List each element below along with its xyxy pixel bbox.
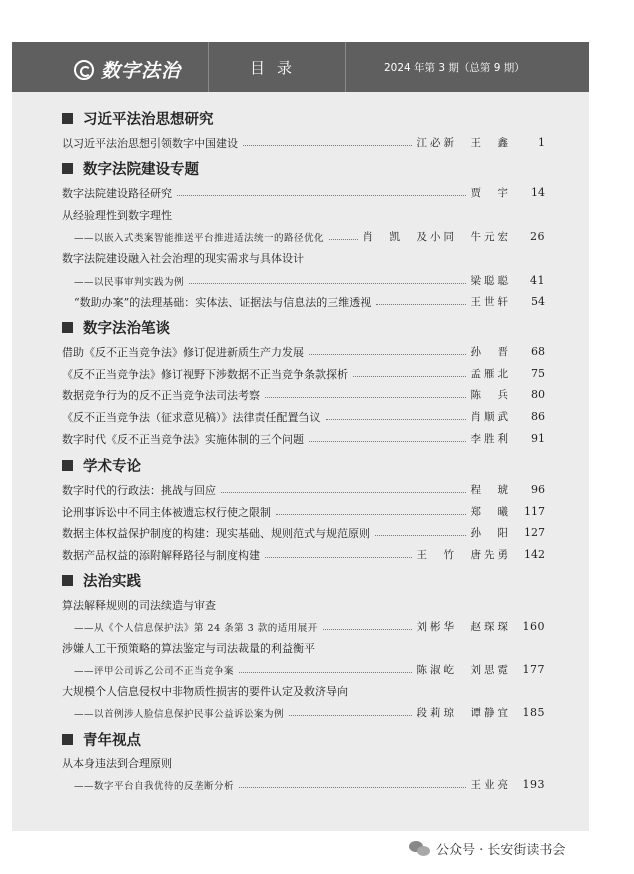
entry-subtitle: ——数字平台自我优待的反垄断分析 [74,780,235,792]
section-title: 数字法院建设专题 [83,162,199,178]
entry-author: 程 琥 [470,484,511,496]
entry-page: 1 [538,136,545,149]
toc-entry[interactable] [62,546,545,563]
entry-page: 41 [530,274,545,287]
section-title: 青年视点 [83,733,141,749]
issue-info: 2024 年第 3 期（总第 9 期） [384,62,525,74]
toc-entry[interactable] [62,343,545,360]
entry-author: 郑 曦 [470,506,511,518]
square-bullet-icon [62,460,73,471]
section-heading [62,570,141,591]
entry-author: 贾 宇 [470,187,511,199]
section-title: 学术专论 [83,459,141,475]
entry-title: 数字时代《反不正当竞争法》实施体制的三个问题 [62,432,304,446]
entry-title[interactable]: 大规模个人信息侵权中非物质性损害的要件认定及救济导向 [62,685,348,698]
toc-entry[interactable] [62,386,545,403]
leader-dots [323,629,412,630]
leader-dots [189,283,465,284]
leader-dots [289,715,411,716]
leader-dots [353,376,466,377]
leader-dots [221,492,466,493]
logo-text: 数字法治 [101,60,182,82]
entry-subtitle: ——以首例涉人脸信息保护民事公益诉讼案为例 [74,708,285,720]
entry-title[interactable]: 算法解释规则的司法续造与审查 [62,599,216,612]
leader-dots [376,304,465,305]
toc-entry[interactable] [62,524,545,541]
leader-dots [239,787,465,788]
square-bullet-icon [62,113,73,124]
leader-dots [239,672,411,673]
entry-page: 185 [522,706,545,719]
leader-dots [326,419,466,420]
entry-author: 王 竹 唐先勇 [416,549,511,561]
section-title: 数字法治笔谈 [83,321,170,337]
square-bullet-icon [62,163,73,174]
section-heading [62,729,141,750]
entry-author: 孟雁北 [470,368,511,380]
entry-title: 以习近平法治思想引领数字中国建设 [62,136,238,150]
leader-dots [276,514,466,515]
toc-entry[interactable] [74,272,545,289]
section-heading [62,158,199,179]
entry-page: 177 [522,663,545,676]
entry-page: 142 [524,548,545,561]
entry-subtitle: ——以嵌入式类案智能推送平台推进适法统一的路径优化 [74,232,325,244]
entry-author: 王世轩 [470,296,511,308]
leader-dots [243,145,412,146]
entry-title: 论刑事诉讼中不同主体被遗忘权行使之限制 [62,505,271,519]
entry-page: 86 [531,410,545,423]
toc-entry[interactable] [74,618,545,635]
header-divider [345,42,346,92]
entry-page: 160 [522,620,545,633]
entry-page: 80 [531,388,545,401]
toc-entry[interactable] [74,293,545,310]
section-heading [62,455,141,476]
entry-page: 75 [531,367,545,380]
entry-title: 数字时代的行政法：挑战与回应 [62,483,216,497]
leader-dots [265,557,412,558]
toc-entry[interactable] [62,430,545,447]
entry-author: 江必新 王 鑫 [416,137,511,149]
entry-author: 王业亮 [470,779,511,791]
entry-page: 14 [531,186,545,199]
square-bullet-icon [62,734,73,745]
toc-entry[interactable] [74,661,545,678]
toc-entry[interactable] [62,503,545,520]
leader-dots [375,535,466,536]
entry-title: 数据主体权益保护制度的构建：现实基础、规则范式与规范原则 [62,526,370,540]
entry-author: 李胜利 [470,433,511,445]
entry-title: 数据竞争行为的反不正当竞争法司法考察 [62,388,260,402]
toc-entry[interactable] [62,365,545,382]
wechat-icon [409,841,431,857]
square-bullet-icon [62,575,73,586]
entry-author: 刘彬华 赵琛琛 [416,621,511,633]
entry-subtitle: ——从《个人信息保护法》第 24 条第 3 款的适用展开 [74,622,318,634]
leader-dots [265,397,466,398]
entry-title: 《反不正当竞争法》修订视野下涉数据不正当竞争条款探析 [62,367,348,381]
entry-page: 127 [524,526,545,539]
entry-author: 梁聪聪 [470,275,511,287]
entry-page: 54 [531,295,545,308]
entry-page: 193 [522,778,545,791]
entry-title[interactable]: 涉嫌人工干预策略的算法鉴定与司法裁量的利益衡平 [62,642,315,655]
entry-title: 数据产品权益的添附解释路径与制度构建 [62,548,260,562]
section-title: 习近平法治思想研究 [83,112,214,128]
entry-title[interactable]: 从经验理性到数字理性 [62,209,172,222]
entry-page: 91 [531,432,545,445]
entry-subtitle: ——评甲公司诉乙公司不正当竞争案 [74,665,235,677]
watermark [409,839,565,858]
toc-entry[interactable] [74,228,545,245]
section-heading [62,317,170,338]
watermark-text: 公众号 · 长安街读书会 [436,843,566,858]
entry-title[interactable]: 数字法院建设融入社会治理的现实需求与具体设计 [62,252,304,265]
section-heading [62,108,214,129]
leader-dots [177,195,466,196]
leader-dots [309,441,466,442]
toc-entry[interactable] [62,481,545,498]
toc-entry[interactable] [74,776,545,793]
entry-author: 孙 晋 [470,346,511,358]
toc-header [12,42,589,92]
entry-title: “数助办案”的法理基础：实体法、证据法与信息法的三维透视 [74,295,372,309]
entry-author: 肖顺武 [470,411,511,423]
entry-author: 陈 兵 [470,389,511,401]
entry-title: 数字法院建设路径研究 [62,186,172,200]
toc-entry[interactable] [74,704,545,721]
entry-subtitle: ——以民事审判实践为例 [74,276,185,288]
logo-icon [74,60,94,80]
entry-page: 26 [530,230,545,243]
journal-logo [74,56,181,83]
leader-dots [329,239,357,240]
entry-title: 借助《反不正当竞争法》修订促进新质生产力发展 [62,345,304,359]
entry-page: 68 [531,345,545,358]
header-divider [208,42,209,92]
entry-author: 孙 阳 [470,527,511,539]
toc-title: 目录 [250,59,305,77]
toc-entry[interactable] [62,184,545,201]
toc-entry[interactable] [62,408,545,425]
square-bullet-icon [62,322,73,333]
entry-author: 肖 凯 及小同 牛元宏 [362,231,511,243]
entry-page: 117 [524,505,545,518]
toc-entry[interactable] [62,134,545,151]
entry-title[interactable]: 从本身违法到合理原则 [62,757,172,770]
leader-dots [309,354,466,355]
entry-title: 《反不正当竞争法（征求意见稿）》法律责任配置刍议 [62,410,321,424]
entry-page: 96 [531,483,545,496]
section-title: 法治实践 [83,574,141,590]
entry-author: 段莉琼 谭静宜 [416,707,511,719]
entry-author: 陈淑屹 刘思霓 [416,664,511,676]
